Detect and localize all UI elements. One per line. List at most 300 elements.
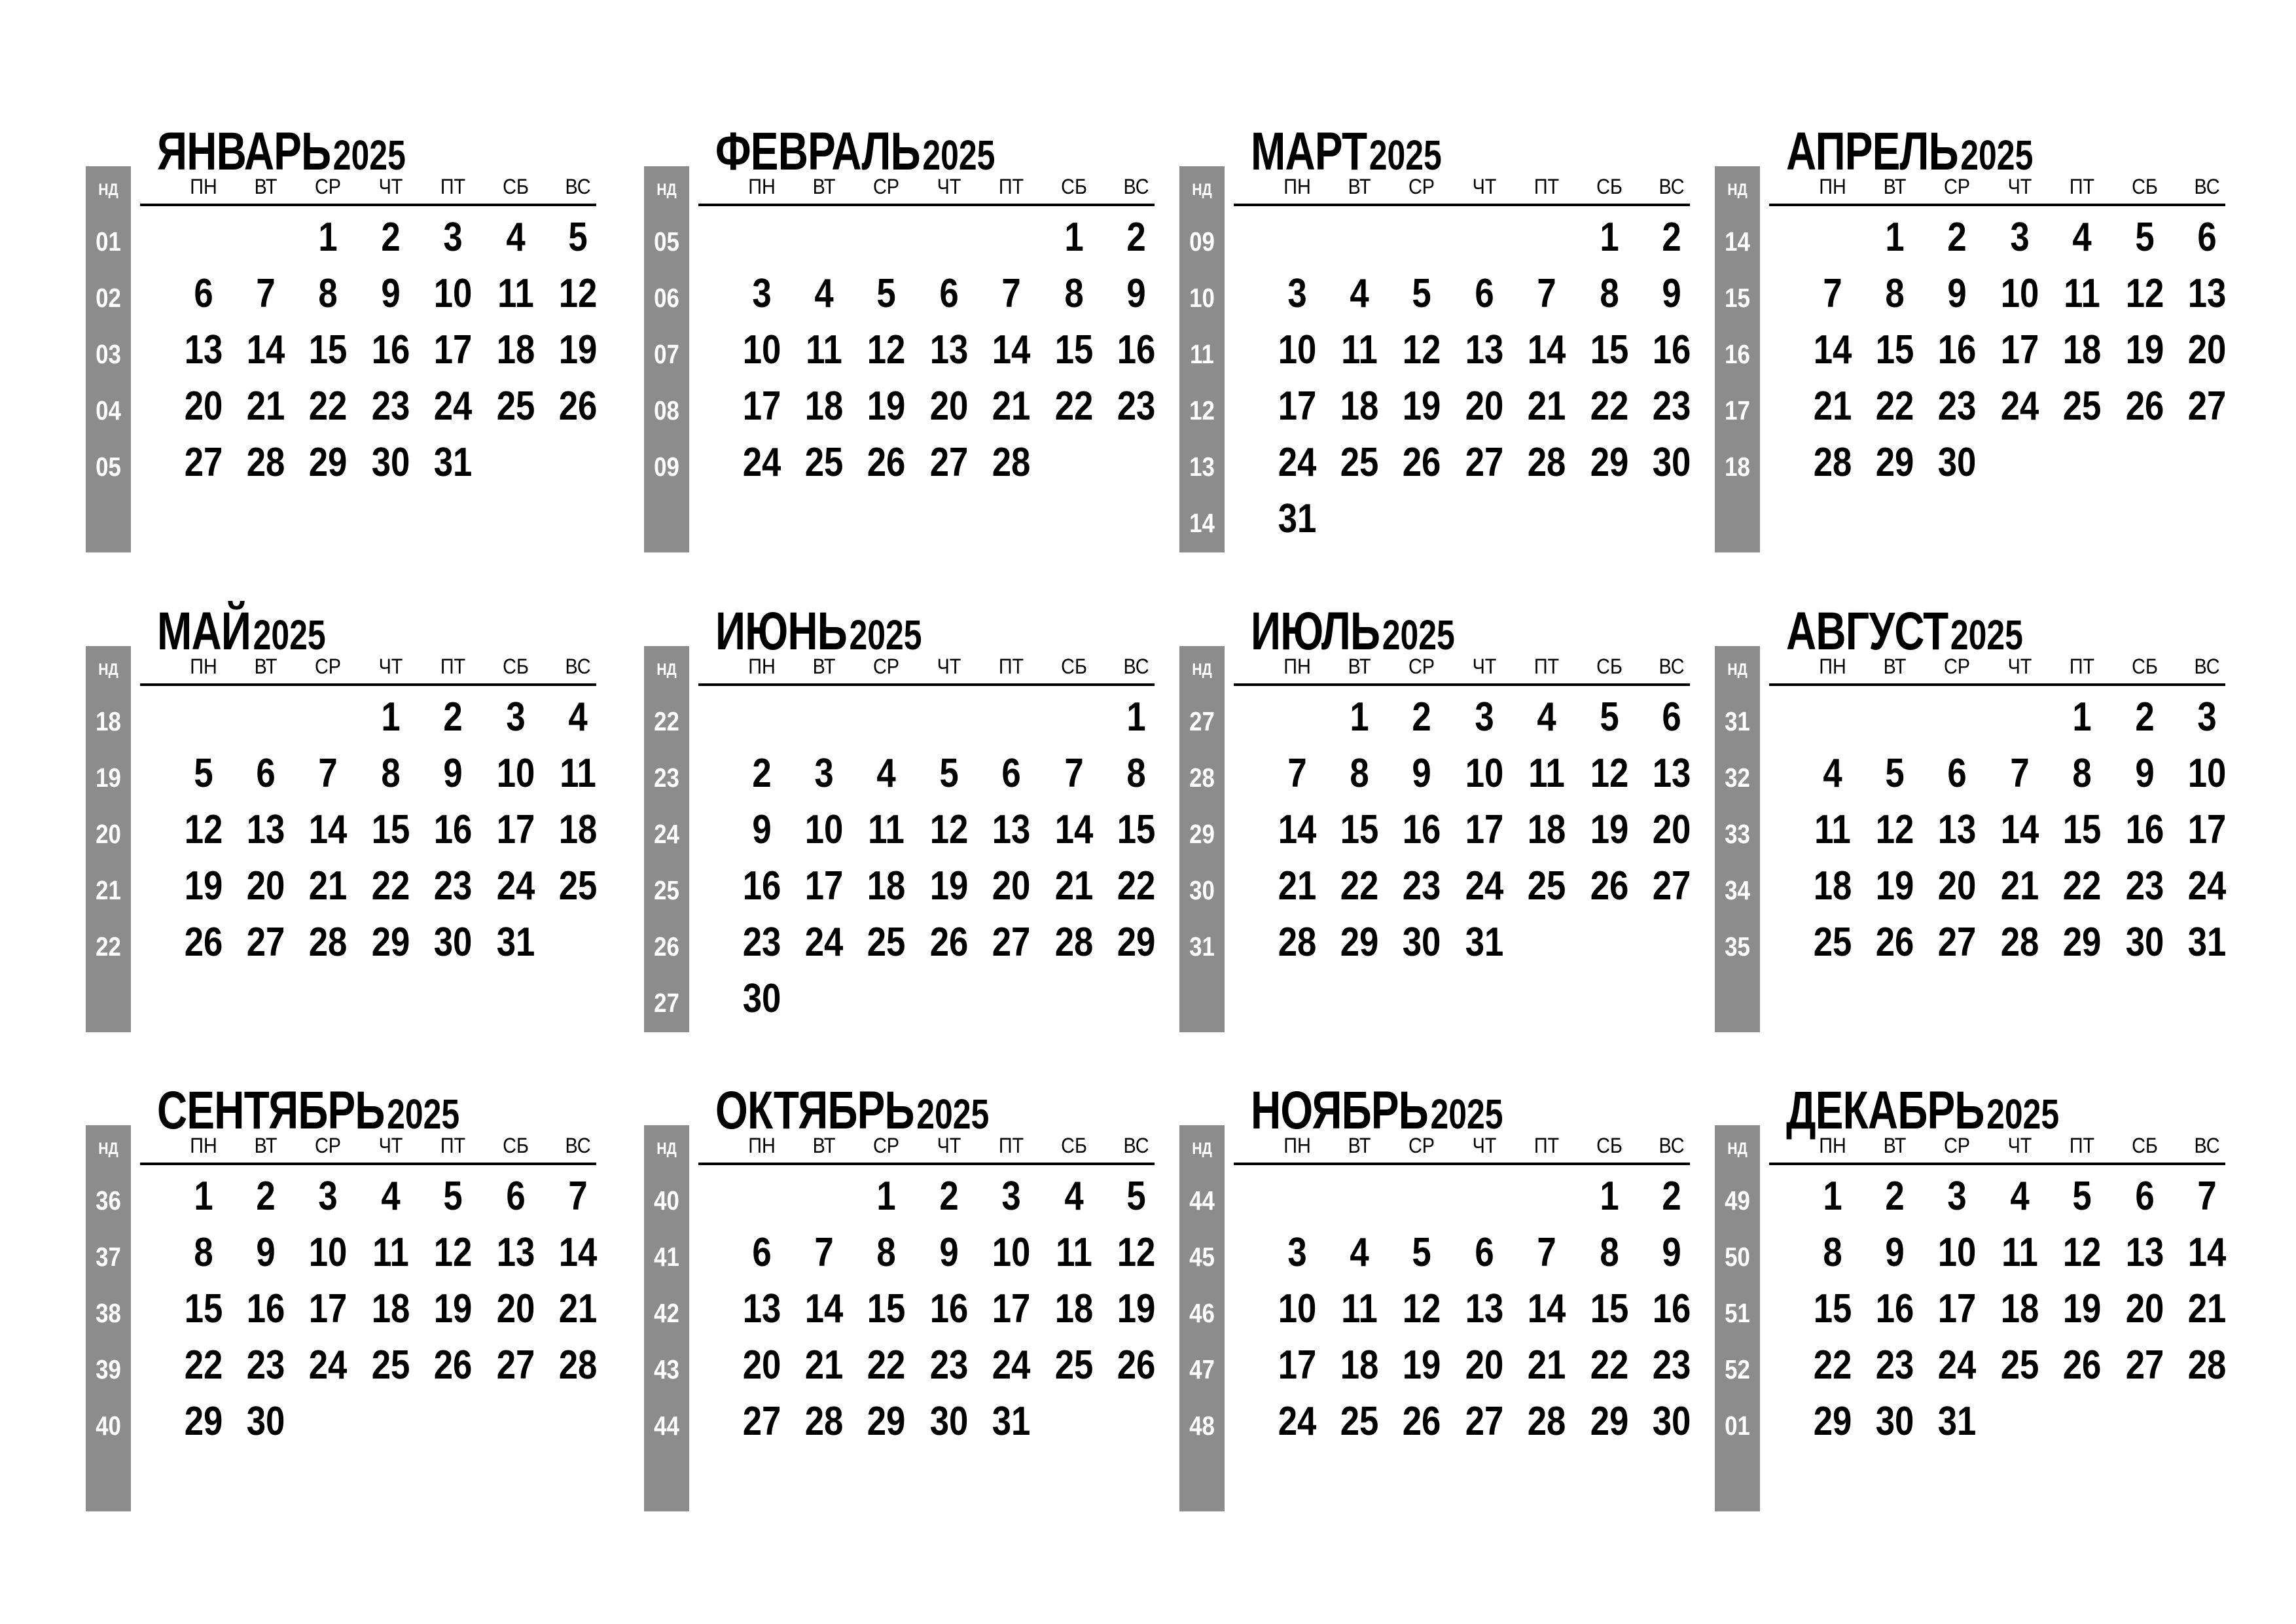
day-number: 31 [433, 440, 473, 485]
day-number: 14 [558, 1230, 598, 1275]
day-number: 15 [867, 1286, 906, 1331]
header-divider [698, 204, 1155, 206]
month-name: АВГУСТ [1786, 602, 1948, 661]
day-number: 13 [2187, 271, 2227, 316]
day-number: 12 [1117, 1230, 1156, 1275]
weekday-label: СБ [1596, 175, 1623, 198]
day-number: 22 [1813, 1343, 1852, 1388]
day-number: 24 [496, 863, 535, 909]
day-number: 14 [246, 327, 285, 372]
weekday-label: ПН [748, 175, 776, 198]
day-number: 11 [1341, 1286, 1378, 1331]
weekday-label: СБ [503, 655, 529, 678]
day-number: 19 [929, 863, 969, 909]
month-name: ИЮЛЬ [1251, 602, 1380, 661]
month-block [86, 121, 603, 553]
day-number: 23 [1117, 384, 1156, 429]
day-number: 20 [1465, 384, 1504, 429]
day-number: 17 [1465, 807, 1504, 852]
week-number: 33 [1725, 819, 1750, 849]
day-number: 30 [1652, 440, 1691, 485]
day-number: 27 [1465, 440, 1504, 485]
week-number: 27 [654, 988, 679, 1018]
day-number: 10 [1278, 1286, 1317, 1331]
day-number: 14 [804, 1286, 844, 1331]
header-divider [698, 683, 1155, 686]
day-number: 18 [867, 863, 906, 909]
day-number: 9 [752, 807, 772, 852]
day-number: 3 [443, 215, 463, 260]
day-number: 9 [443, 751, 463, 796]
month-title [157, 121, 406, 183]
day-number: 23 [1937, 384, 1977, 429]
weekday-label: ВС [1659, 655, 1685, 678]
week-number: 24 [654, 819, 679, 849]
day-number: 7 [1287, 751, 1307, 796]
day-number: 19 [558, 327, 598, 372]
day-number: 28 [1527, 440, 1566, 485]
day-number: 22 [371, 863, 410, 909]
day-number: 24 [992, 1343, 1031, 1388]
day-number: 28 [558, 1343, 598, 1388]
weekday-label: ПН [748, 1134, 776, 1157]
day-number: 23 [929, 1343, 969, 1388]
day-number: 23 [1875, 1343, 1914, 1388]
weekday-label: ПН [1819, 175, 1846, 198]
week-number: 34 [1725, 875, 1750, 905]
day-number: 19 [1590, 807, 1629, 852]
day-number: 17 [1937, 1286, 1977, 1331]
day-number: 3 [506, 695, 526, 740]
day-number: 18 [496, 327, 535, 372]
day-number: 3 [814, 751, 834, 796]
month-year: 2025 [922, 132, 996, 179]
day-number: 6 [2197, 215, 2217, 260]
week-number: 47 [1189, 1354, 1215, 1384]
weekday-label: ВС [2194, 1134, 2220, 1157]
day-number: 12 [1402, 327, 1441, 372]
day-number: 14 [1527, 1286, 1566, 1331]
day-number: 16 [1937, 327, 1977, 372]
day-number: 1 [1126, 695, 1146, 740]
weekday-label: СБ [503, 175, 529, 198]
day-number: 20 [2187, 327, 2227, 372]
day-number: 8 [1350, 751, 1369, 796]
day-number: 27 [992, 920, 1031, 965]
day-number: 22 [1054, 384, 1094, 429]
day-number: 5 [939, 751, 959, 796]
weekday-label: ПН [190, 655, 217, 678]
day-number: 30 [1402, 920, 1441, 965]
day-number: 28 [1054, 920, 1094, 965]
week-number: 46 [1189, 1298, 1215, 1328]
weekday-label: ПН [748, 655, 776, 678]
week-number: 50 [1725, 1242, 1750, 1272]
day-number: 27 [742, 1399, 781, 1444]
week-number: 07 [654, 339, 679, 369]
week-number: 39 [96, 1354, 121, 1384]
day-number: 26 [1402, 440, 1441, 485]
day-number: 7 [568, 1174, 588, 1219]
day-number: 10 [1278, 327, 1317, 372]
weekday-label: ПТ [1534, 655, 1560, 678]
day-number: 9 [1126, 271, 1146, 316]
day-number: 30 [371, 440, 410, 485]
weekday-label: ВС [2194, 655, 2220, 678]
day-number: 26 [558, 384, 598, 429]
day-number: 25 [2062, 384, 2102, 429]
week-number: 31 [1189, 931, 1215, 962]
header-divider [1769, 204, 2225, 206]
week-number: 09 [654, 452, 679, 482]
day-number: 27 [496, 1343, 535, 1388]
week-column-label: НД [1192, 181, 1212, 199]
week-number: 36 [96, 1185, 121, 1216]
weekday-label: ЧТ [1472, 655, 1497, 678]
header-divider [698, 1163, 1155, 1165]
day-number: 25 [1340, 440, 1379, 485]
day-number: 23 [246, 1343, 285, 1388]
weekday-label: ВТ [254, 175, 278, 198]
week-number: 01 [1725, 1411, 1750, 1441]
day-number: 11 [372, 1230, 409, 1275]
day-number: 30 [1875, 1399, 1914, 1444]
month-title [1786, 601, 2023, 662]
day-number: 24 [2000, 384, 2039, 429]
week-number-column [86, 646, 131, 1032]
day-number: 13 [2125, 1230, 2164, 1275]
day-number: 4 [876, 751, 896, 796]
day-number: 11 [1056, 1230, 1092, 1275]
day-number: 27 [2187, 384, 2227, 429]
day-number: 19 [184, 863, 223, 909]
day-number: 20 [184, 384, 223, 429]
day-number: 1 [1600, 215, 1619, 260]
weekday-label: ПН [1819, 1134, 1846, 1157]
day-number: 26 [2125, 384, 2164, 429]
day-number: 8 [1126, 751, 1146, 796]
week-number-column [1179, 1125, 1225, 1511]
week-column-label: НД [98, 181, 118, 199]
day-number: 23 [742, 920, 781, 965]
day-number: 29 [1117, 920, 1156, 965]
day-number: 4 [381, 1174, 401, 1219]
day-number: 29 [2062, 920, 2102, 965]
day-number: 15 [2062, 807, 2102, 852]
day-number: 4 [814, 271, 834, 316]
week-number-column [1715, 1125, 1760, 1511]
month-year: 2025 [332, 132, 406, 179]
month-block [86, 1080, 603, 1512]
day-number: 1 [194, 1174, 213, 1219]
day-number: 19 [1875, 863, 1914, 909]
day-number: 6 [939, 271, 959, 316]
day-number: 20 [742, 1343, 781, 1388]
day-number: 28 [1813, 440, 1852, 485]
week-number: 31 [1725, 706, 1750, 736]
day-number: 8 [2072, 751, 2092, 796]
week-number: 08 [654, 395, 679, 425]
day-number: 25 [1340, 1399, 1379, 1444]
week-column-label: НД [1727, 1140, 1748, 1158]
day-number: 7 [1537, 271, 1556, 316]
day-number: 19 [867, 384, 906, 429]
month-block [1715, 1080, 2232, 1512]
week-number: 12 [1189, 395, 1215, 425]
day-number: 26 [1875, 920, 1914, 965]
day-number: 17 [742, 384, 781, 429]
day-number: 7 [814, 1230, 834, 1275]
weekday-label: ПТ [1534, 1134, 1560, 1157]
day-number: 17 [1278, 1343, 1317, 1388]
day-number: 1 [318, 215, 338, 260]
week-number-column [1715, 166, 1760, 552]
day-number: 23 [1652, 1343, 1691, 1388]
day-number: 30 [246, 1399, 285, 1444]
day-number: 1 [381, 695, 401, 740]
day-number: 15 [1054, 327, 1094, 372]
day-number: 16 [1875, 1286, 1914, 1331]
day-number: 29 [184, 1399, 223, 1444]
day-number: 6 [1947, 751, 1967, 796]
day-number: 28 [804, 1399, 844, 1444]
weekday-label: ВС [1123, 655, 1149, 678]
month-title [715, 601, 922, 662]
day-number: 17 [308, 1286, 348, 1331]
month-name: ОКТЯБРЬ [715, 1081, 914, 1140]
weekday-label: ВС [565, 175, 591, 198]
weekday-label: ВС [565, 655, 591, 678]
week-number: 40 [96, 1411, 121, 1441]
day-number: 11 [806, 327, 842, 372]
day-number: 21 [308, 863, 348, 909]
day-number: 27 [1937, 920, 1977, 965]
week-number-column [644, 166, 689, 552]
day-number: 13 [742, 1286, 781, 1331]
day-number: 9 [2135, 751, 2155, 796]
day-number: 26 [433, 1343, 473, 1388]
week-number: 01 [96, 226, 121, 257]
day-number: 27 [1652, 863, 1691, 909]
weekday-label: ВТ [812, 655, 836, 678]
day-number: 2 [1662, 215, 1681, 260]
day-number: 15 [1590, 327, 1629, 372]
day-number: 27 [1465, 1399, 1504, 1444]
day-number: 21 [1813, 384, 1852, 429]
day-number: 3 [318, 1174, 338, 1219]
weekday-label: ПТ [1534, 175, 1560, 198]
month-year: 2025 [1950, 611, 2023, 659]
day-number: 9 [1662, 1230, 1681, 1275]
day-number: 14 [2187, 1230, 2227, 1275]
header-divider [1769, 683, 2225, 686]
weekday-label: ВТ [254, 655, 278, 678]
week-column-label: НД [1727, 181, 1748, 199]
weekday-label: СР [1408, 1134, 1435, 1157]
month-block [644, 1080, 1161, 1512]
day-number: 15 [371, 807, 410, 852]
weekday-label: ЧТ [378, 175, 403, 198]
day-number: 13 [1465, 1286, 1504, 1331]
day-number: 13 [184, 327, 223, 372]
day-number: 14 [308, 807, 348, 852]
day-number: 26 [1590, 863, 1629, 909]
day-number: 28 [246, 440, 285, 485]
day-number: 16 [246, 1286, 285, 1331]
day-number: 13 [496, 1230, 535, 1275]
day-number: 16 [1117, 327, 1156, 372]
month-year: 2025 [1369, 132, 1442, 179]
day-number: 4 [2010, 1174, 2030, 1219]
day-number: 13 [992, 807, 1031, 852]
day-number: 5 [876, 271, 896, 316]
week-number: 42 [654, 1298, 679, 1328]
weekday-label: ВС [565, 1134, 591, 1157]
day-number: 7 [1001, 271, 1021, 316]
week-number-column [644, 646, 689, 1032]
day-number: 17 [2187, 807, 2227, 852]
day-number: 25 [371, 1343, 410, 1388]
weekday-label: ПН [1819, 655, 1846, 678]
week-column-label: НД [1727, 660, 1748, 679]
day-number: 1 [1600, 1174, 1619, 1219]
day-number: 14 [1813, 327, 1852, 372]
day-number: 6 [1475, 1230, 1494, 1275]
week-column-label: НД [656, 181, 677, 199]
weekday-label: ЧТ [2007, 655, 2032, 678]
day-number: 2 [752, 751, 772, 796]
day-number: 4 [1823, 751, 1842, 796]
day-number: 30 [929, 1399, 969, 1444]
day-number: 12 [929, 807, 969, 852]
weekday-label: ЧТ [1472, 1134, 1497, 1157]
weekday-label: СР [1943, 1134, 1970, 1157]
day-number: 7 [1537, 1230, 1556, 1275]
week-number: 11 [1190, 339, 1214, 369]
day-number: 17 [496, 807, 535, 852]
day-number: 20 [992, 863, 1031, 909]
week-number: 38 [96, 1298, 121, 1328]
header-divider [1234, 1163, 1690, 1165]
day-number: 21 [1527, 1343, 1566, 1388]
weekday-label: СР [872, 175, 899, 198]
day-number: 29 [1875, 440, 1914, 485]
week-number: 14 [1725, 226, 1750, 257]
week-number: 21 [96, 875, 121, 905]
day-number: 21 [2187, 1286, 2227, 1331]
day-number: 2 [1947, 215, 1967, 260]
day-number: 2 [1885, 1174, 1905, 1219]
day-number: 29 [867, 1399, 906, 1444]
day-number: 28 [2187, 1343, 2227, 1388]
day-number: 26 [1117, 1343, 1156, 1388]
month-name: ДЕКАБРЬ [1786, 1081, 1984, 1140]
weekday-label: СР [1943, 655, 1970, 678]
day-number: 12 [433, 1230, 473, 1275]
day-number: 10 [1937, 1230, 1977, 1275]
week-number: 20 [96, 819, 121, 849]
day-number: 23 [433, 863, 473, 909]
day-number: 30 [1937, 440, 1977, 485]
day-number: 11 [1341, 327, 1378, 372]
day-number: 8 [876, 1230, 896, 1275]
weekday-label: ВС [1123, 1134, 1149, 1157]
day-number: 22 [1590, 1343, 1629, 1388]
month-name: МАЙ [157, 602, 251, 661]
month-title [157, 1080, 459, 1142]
week-number: 44 [1189, 1185, 1215, 1216]
day-number: 3 [752, 271, 772, 316]
day-number: 6 [1001, 751, 1021, 796]
day-number: 2 [2135, 695, 2155, 740]
day-number: 6 [1475, 271, 1494, 316]
week-number: 05 [96, 452, 121, 482]
month-name: НОЯБРЬ [1251, 1081, 1429, 1140]
day-number: 17 [992, 1286, 1031, 1331]
day-number: 12 [1402, 1286, 1441, 1331]
day-number: 12 [558, 271, 598, 316]
day-number: 15 [1590, 1286, 1629, 1331]
day-number: 4 [1350, 271, 1369, 316]
day-number: 31 [1937, 1399, 1977, 1444]
month-title [1251, 601, 1455, 662]
day-number: 24 [1278, 1399, 1317, 1444]
day-number: 28 [308, 920, 348, 965]
month-block [1715, 121, 2232, 553]
day-number: 16 [929, 1286, 969, 1331]
weekday-label: ПН [1283, 655, 1311, 678]
day-number: 12 [867, 327, 906, 372]
day-number: 16 [1652, 1286, 1691, 1331]
month-block [644, 601, 1161, 1033]
day-number: 30 [433, 920, 473, 965]
weekday-label: ВТ [812, 175, 836, 198]
header-divider [1769, 1163, 2225, 1165]
week-number: 45 [1189, 1242, 1215, 1272]
month-title [1786, 1080, 2059, 1142]
day-number: 31 [1278, 496, 1317, 541]
day-number: 3 [1287, 1230, 1307, 1275]
header-divider [140, 683, 596, 686]
day-number: 28 [2000, 920, 2039, 965]
day-number: 22 [1340, 863, 1379, 909]
day-number: 24 [308, 1343, 348, 1388]
weekday-label: ВТ [1883, 1134, 1907, 1157]
day-number: 10 [742, 327, 781, 372]
day-number: 13 [246, 807, 285, 852]
day-number: 3 [1287, 271, 1307, 316]
day-number: 14 [992, 327, 1031, 372]
day-number: 25 [496, 384, 535, 429]
week-number-column [1715, 646, 1760, 1032]
day-number: 1 [876, 1174, 896, 1219]
day-number: 7 [1064, 751, 1084, 796]
day-number: 11 [2001, 1230, 2038, 1275]
day-number: 15 [308, 327, 348, 372]
weekday-label: СР [872, 655, 899, 678]
day-number: 29 [1590, 440, 1629, 485]
month-name: ЯНВАРЬ [157, 122, 331, 181]
day-number: 10 [1465, 751, 1504, 796]
day-number: 2 [1412, 695, 1431, 740]
week-number-column [644, 1125, 689, 1511]
weekday-label: СБ [2132, 1134, 2158, 1157]
day-number: 5 [194, 751, 213, 796]
day-number: 1 [1350, 695, 1369, 740]
weekday-label: ПТ [998, 175, 1024, 198]
week-number: 18 [1725, 452, 1750, 482]
day-number: 14 [2000, 807, 2039, 852]
